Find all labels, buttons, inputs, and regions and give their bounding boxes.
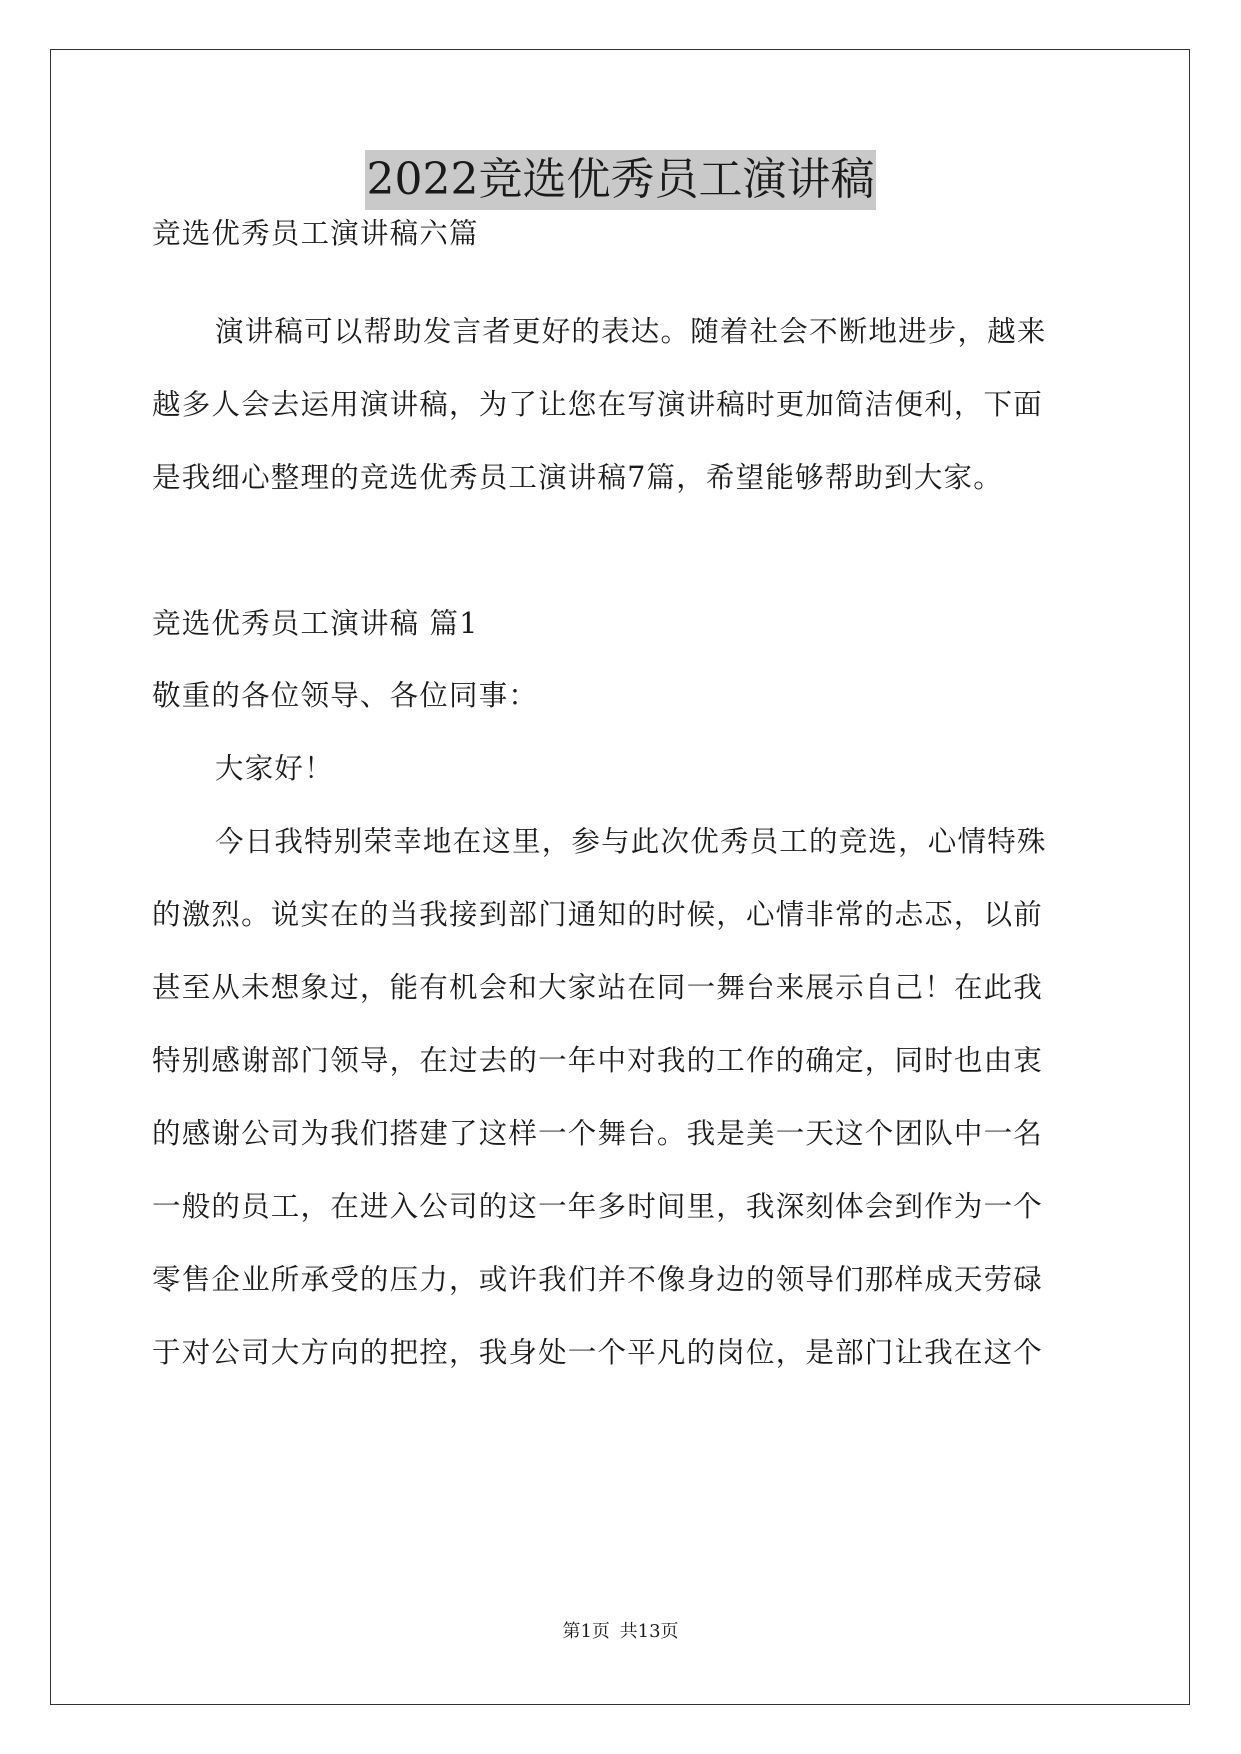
paragraph-line: 甚至从未想象过，能有机会和大家站在同一舞台来展示自己！在此我: [152, 971, 1044, 1004]
page-border: [50, 49, 1190, 1705]
salutation-line: 敬重的各位领导、各位同事：: [152, 679, 539, 712]
page-footer: [0, 1620, 1241, 1644]
page-number: 第1页: [562, 1621, 610, 1642]
paragraph-line: 一般的员工，在进入公司的这一年多时间里，我深刻体会到作为一个: [152, 1190, 1044, 1223]
paragraph-line: 的感谢公司为我们搭建了这样一个舞台。我是美一天这个团队中一名: [152, 1117, 1044, 1150]
greeting-line: 大家好！: [215, 752, 334, 785]
paragraph-line: 于对公司大方向的把控，我身处一个平凡的岗位，是部门让我在这个: [152, 1336, 1044, 1369]
section-heading: 竞选优秀员工演讲稿 篇1: [152, 607, 479, 640]
paragraph-line: 越多人会去运用演讲稿，为了让您在写演讲稿时更加简洁便利，下面: [152, 388, 1044, 421]
page-total: 共13页: [619, 1621, 679, 1642]
paragraph-line: 演讲稿可以帮助发言者更好的表达。随着社会不断地进步，越来: [215, 315, 1047, 348]
paragraph-line: 是我细心整理的竞选优秀员工演讲稿7篇，希望能够帮助到大家。: [152, 461, 1003, 494]
title-container: [0, 150, 1241, 210]
document-title: 2022竞选优秀员工演讲稿: [365, 150, 877, 210]
paragraph-line: 零售企业所承受的压力，或许我们并不像身边的领导们那样成天劳碌: [152, 1263, 1044, 1296]
paragraph-line: 今日我特别荣幸地在这里，参与此次优秀员工的竞选，心情特殊: [215, 825, 1047, 858]
subtitle-line: 竞选优秀员工演讲稿六篇: [152, 217, 479, 250]
paragraph-line: 的激烈。说实在的当我接到部门通知的时候，心情非常的忐忑，以前: [152, 898, 1044, 931]
paragraph-line: 特别感谢部门领导，在过去的一年中对我的工作的确定，同时也由衷: [152, 1044, 1044, 1077]
